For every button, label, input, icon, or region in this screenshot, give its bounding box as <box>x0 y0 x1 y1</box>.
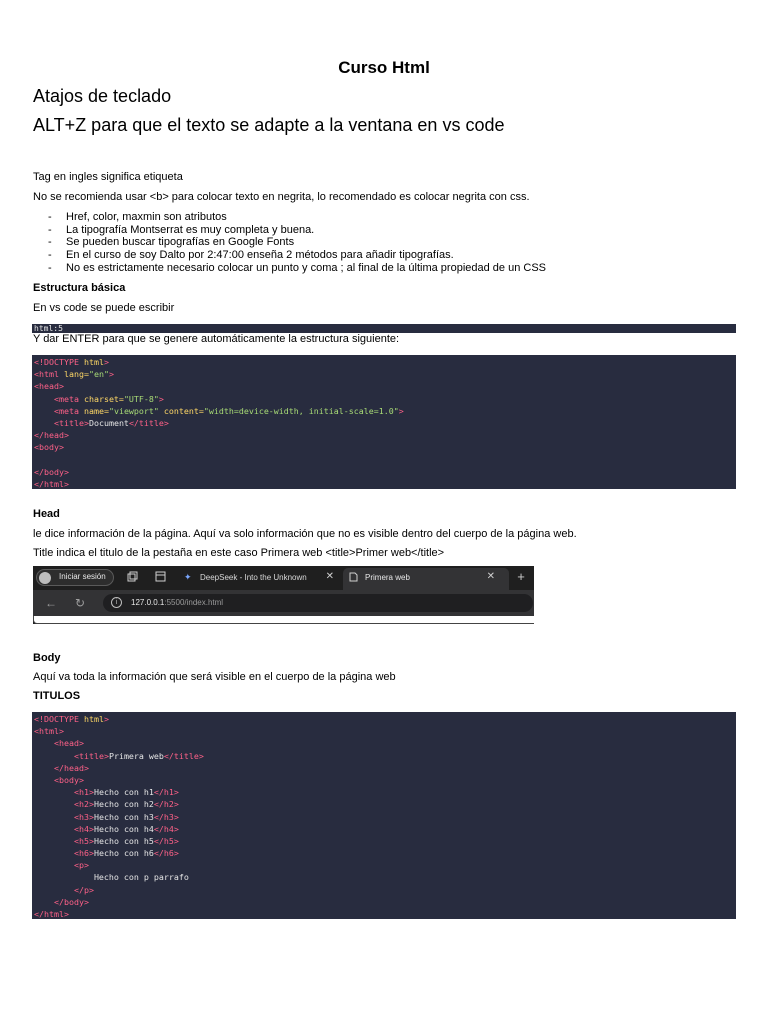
code-line: <head> <box>34 381 64 392</box>
paragraph-head: le dice información de la página. Aquí va solo información que no es visible dentro del cuerpo de la página web. <box>33 528 577 540</box>
heading-estructura: Estructura básica <box>33 282 126 294</box>
code-line: </html> <box>34 909 69 919</box>
tab-deepseek[interactable] <box>178 568 342 588</box>
code-line: <title>Primera web</title> <box>73 750 204 761</box>
login-label: Iniciar sesión <box>59 572 106 581</box>
deepseek-favicon-icon: ✦ <box>184 572 192 582</box>
heading-titulos: TITULOS <box>33 690 81 702</box>
paragraph-tag: Tag en ingles significa etiqueta <box>33 171 183 183</box>
address-row <box>33 590 534 616</box>
code-block-structure <box>32 355 736 489</box>
paragraph-negrita: No se recomienda usar <b> para colocar texto en negrita, lo recomendado es colocar negrita con css. <box>33 191 530 203</box>
code-line: <h1>Hecho con h1</h1> <box>73 787 179 798</box>
list-item: - Se pueden buscar tipografías en Google Fonts <box>48 236 546 249</box>
snippet-text: html:5 <box>34 324 63 333</box>
tab-actions-icon[interactable] <box>154 571 166 583</box>
list-item: - Href, color, maxmin son atributos <box>48 211 546 224</box>
page-content-strip <box>33 616 534 624</box>
code-line: <body> <box>53 774 84 785</box>
paragraph-enter: Y dar ENTER para que se genere automáticamente la estructura siguiente: <box>33 333 400 345</box>
snippet-block <box>32 324 736 333</box>
paragraph-body: Aquí va toda la información que será visible en el cuerpo de la página web <box>33 671 396 683</box>
code-block-titulos <box>32 712 736 919</box>
login-button[interactable] <box>36 569 114 586</box>
code-line: <title>Document</title> <box>53 417 169 428</box>
tab-label: DeepSeek - Into the Unknown <box>200 573 307 582</box>
code-line: <meta charset="UTF-8"> <box>53 393 164 404</box>
code-line: <body> <box>34 442 64 453</box>
code-line: <h4>Hecho con h4</h4> <box>73 823 179 834</box>
heading-head: Head <box>33 508 60 520</box>
browser-screenshot <box>33 566 534 624</box>
page-favicon-icon <box>349 572 359 582</box>
code-line: <html lang="en"> <box>34 369 114 380</box>
heading-body: Body <box>33 652 61 664</box>
code-line: <meta name="viewport" content="width=device-width, initial-scale=1.0"> <box>53 405 404 416</box>
code-line: </head> <box>34 430 69 441</box>
code-line: </head> <box>53 762 89 773</box>
document-title: Curso Html <box>338 58 430 77</box>
new-tab-icon[interactable]: + <box>517 569 525 584</box>
code-line: <p> <box>73 860 89 871</box>
list-item: - En el curso de soy Dalto por 2:47:00 enseña 2 métodos para añadir tipografías. <box>48 249 546 262</box>
heading-atajos: Atajos de teclado <box>33 86 172 106</box>
code-line: <h6>Hecho con h6</h6> <box>73 848 179 859</box>
heading-alt-z: ALT+Z para que el texto se adapte a la ventana en vs code <box>33 115 505 135</box>
close-icon[interactable]: ✕ <box>325 571 334 582</box>
code-line: <head> <box>53 738 84 749</box>
code-line: <h5>Hecho con h5</h5> <box>73 835 179 846</box>
code-line: <html> <box>34 726 64 737</box>
back-icon[interactable]: ← <box>45 596 57 610</box>
code-line: <h2>Hecho con h2</h2> <box>73 799 179 810</box>
code-line: <!DOCTYPE html> <box>34 357 109 367</box>
code-line: </body> <box>34 466 69 477</box>
code-line: </body> <box>53 896 89 907</box>
tab-primera-web[interactable] <box>343 568 509 590</box>
bullet-list <box>48 211 546 275</box>
code-line: </html> <box>34 478 69 489</box>
code-line: <h3>Hecho con h3</h3> <box>73 811 179 822</box>
workspaces-icon[interactable] <box>126 571 138 583</box>
list-item: - La tipografía Montserrat es muy completa y buena. <box>48 224 546 237</box>
paragraph-vscode: En vs code se puede escribir <box>33 302 175 314</box>
code-line: Hecho con p parrafo <box>34 872 189 883</box>
paragraph-title: Title indica el titulo de la pestaña en este caso Primera web <title>Primer web</title> <box>33 547 445 559</box>
code-line <box>34 454 734 466</box>
info-icon[interactable]: i <box>111 597 122 608</box>
reload-icon[interactable]: ↻ <box>75 596 86 610</box>
tab-label: Primera web <box>365 573 410 582</box>
avatar <box>39 572 51 584</box>
code-line: <!DOCTYPE html> <box>34 714 109 724</box>
url-text: 127.0.0.1:5500/index.html <box>131 598 224 607</box>
url-bar[interactable] <box>103 594 533 612</box>
browser-tabbar <box>33 566 534 590</box>
list-item: - No es estrictamente necesario colocar un punto y coma ; al final de la última propiedad de un CSS <box>48 262 546 275</box>
close-icon[interactable]: ✕ <box>486 571 495 582</box>
code-line: </p> <box>73 884 94 895</box>
